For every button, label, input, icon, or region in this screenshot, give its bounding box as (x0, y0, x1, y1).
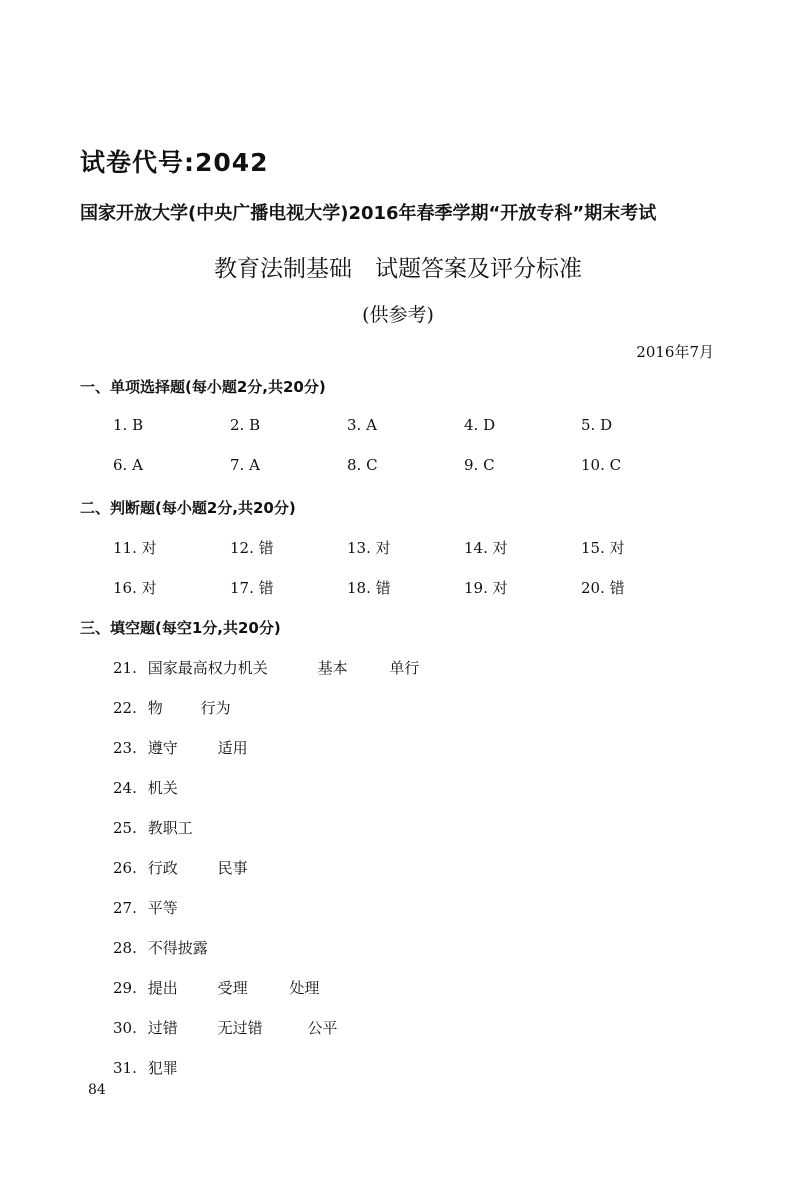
answer-1: 1. B (113, 416, 144, 434)
blank-answer: 教职工 (147, 819, 193, 837)
section-title-true-false: 二、判断题(每小题2分,共20分) (80, 499, 296, 517)
answer-14: 14. 对 (464, 539, 508, 557)
blank-answer: 国家最高权力机关 (147, 659, 268, 677)
fill-item-31 (113, 1057, 178, 1078)
fill-item-27 (113, 897, 178, 918)
blank-answer: 行为 (200, 699, 231, 717)
answer-8: 8. C (347, 456, 378, 474)
fill-item-26 (113, 857, 248, 878)
item-number: 31. (113, 1059, 137, 1077)
fill-item-24 (113, 777, 178, 798)
blank-answer: 民事 (217, 859, 248, 877)
answer-16: 16. 对 (113, 579, 157, 597)
exam-title: 国家开放大学(中央广播电视大学)2016年春季学期“开放专科”期末考试 (80, 203, 657, 224)
item-number: 22. (113, 699, 137, 717)
blank-answer: 犯罪 (147, 1059, 178, 1077)
exam-date: 2016年7月 (636, 343, 714, 361)
answer-4: 4. D (464, 416, 496, 434)
course-title: 教育法制基础 试题答案及评分标准 (214, 256, 582, 282)
page-number: 84 (88, 1082, 106, 1098)
blank-answer: 遵守 (147, 739, 178, 757)
fill-item-29 (113, 977, 319, 998)
blank-answer: 平等 (147, 899, 178, 917)
blank-answer: 提出 (147, 979, 178, 997)
section-title-fill-blank: 三、填空题(每空1分,共20分) (80, 619, 281, 637)
blank-answer: 单行 (389, 659, 420, 677)
blank-answer: 处理 (289, 979, 320, 997)
blank-answer: 机关 (147, 779, 178, 797)
fill-item-25 (113, 817, 193, 838)
blank-answer: 不得披露 (147, 939, 208, 957)
fill-item-28 (113, 937, 208, 958)
answer-3: 3. A (347, 416, 377, 434)
answer-9: 9. C (464, 456, 495, 474)
blank-answer: 适用 (217, 739, 248, 757)
answer-20: 20. 错 (581, 579, 625, 597)
item-number: 30. (113, 1019, 137, 1037)
answer-12: 12. 错 (230, 539, 274, 557)
item-number: 27. (113, 899, 137, 917)
answer-5: 5. D (581, 416, 613, 434)
blank-answer: 物 (147, 699, 163, 717)
answer-15: 15. 对 (581, 539, 625, 557)
answer-19: 19. 对 (464, 579, 508, 597)
blank-answer: 公平 (307, 1019, 338, 1037)
item-number: 26. (113, 859, 137, 877)
answer-18: 18. 错 (347, 579, 391, 597)
fill-item-21 (113, 657, 419, 678)
answer-13: 13. 对 (347, 539, 391, 557)
answer-2: 2. B (230, 416, 261, 434)
answer-17: 17. 错 (230, 579, 274, 597)
answer-6: 6. A (113, 456, 143, 474)
answer-11: 11. 对 (113, 539, 157, 557)
item-number: 24. (113, 779, 137, 797)
subtitle: (供参考) (362, 304, 434, 326)
blank-answer: 行政 (147, 859, 178, 877)
item-number: 21. (113, 659, 137, 677)
item-number: 28. (113, 939, 137, 957)
item-number: 25. (113, 819, 137, 837)
item-number: 29. (113, 979, 137, 997)
fill-item-30 (113, 1017, 337, 1038)
paper-code: 试卷代号:2042 (80, 148, 269, 177)
fill-item-22 (113, 697, 231, 718)
answer-10: 10. C (581, 456, 622, 474)
item-number: 23. (113, 739, 137, 757)
blank-answer: 基本 (317, 659, 348, 677)
fill-item-23 (113, 737, 248, 758)
blank-answer: 过错 (147, 1019, 178, 1037)
answer-7: 7. A (230, 456, 260, 474)
blank-answer: 受理 (217, 979, 248, 997)
section-title-single-choice: 一、单项选择题(每小题2分,共20分) (80, 378, 326, 396)
blank-answer: 无过错 (217, 1019, 263, 1037)
